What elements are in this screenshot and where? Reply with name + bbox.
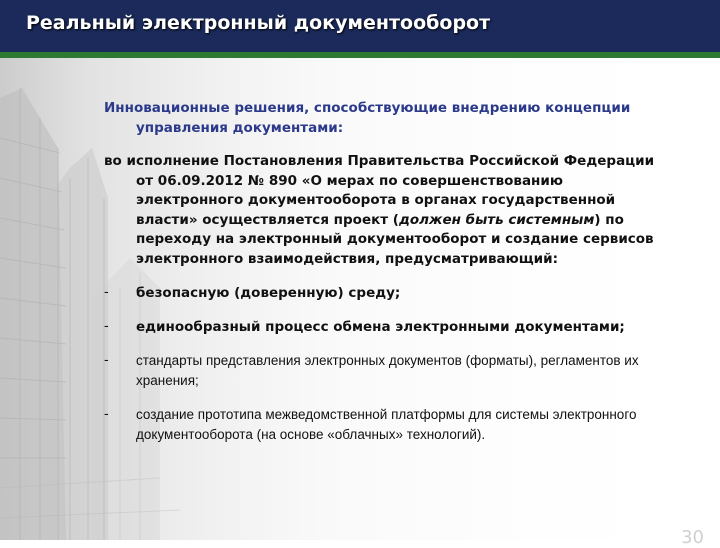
title-bar bbox=[0, 0, 720, 52]
list-item bbox=[104, 317, 664, 337]
slide-title: Реальный электронный документооборот bbox=[26, 12, 491, 34]
lead-text-before: во исполнение Постановления Правительства Российской Федерации от 06.09.2012 № 890 «О мерах по совершенствованию электронного документооборота в органах государственной власти» осуществляется проект ( bbox=[104, 153, 655, 228]
list-item-text: безопасную (доверенную) среду; bbox=[136, 285, 401, 301]
bullet-dash: - bbox=[104, 319, 109, 334]
lead-paragraph bbox=[104, 152, 664, 269]
lead-emphasis: должен быть системным bbox=[398, 211, 595, 228]
list-item-text: стандарты представления электронных документов (форматы), регламентов их хранения; bbox=[136, 353, 639, 388]
page-number: 30 bbox=[681, 527, 704, 548]
list-item-text: единообразный процесс обмена электронными документами; bbox=[136, 319, 625, 335]
list-item bbox=[104, 405, 664, 445]
bullet-dash: - bbox=[104, 407, 109, 422]
intro-heading: Инновационные решения, способствующие внедрению концепции управления документами: bbox=[104, 100, 631, 136]
bullet-dash: - bbox=[104, 285, 109, 300]
lead-text-after: ) по переходу на электронный документооборот и создание сервисов электронного взаимодействия, предусматривающий: bbox=[136, 211, 654, 267]
list-item bbox=[104, 283, 664, 303]
list-item-text: создание прототипа межведомственной платформы для системы электронного документооборота (на основе «облачных» технологий). bbox=[136, 407, 637, 442]
bullet-dash: - bbox=[104, 353, 109, 368]
slide-body bbox=[104, 98, 664, 459]
list-item bbox=[104, 351, 664, 391]
